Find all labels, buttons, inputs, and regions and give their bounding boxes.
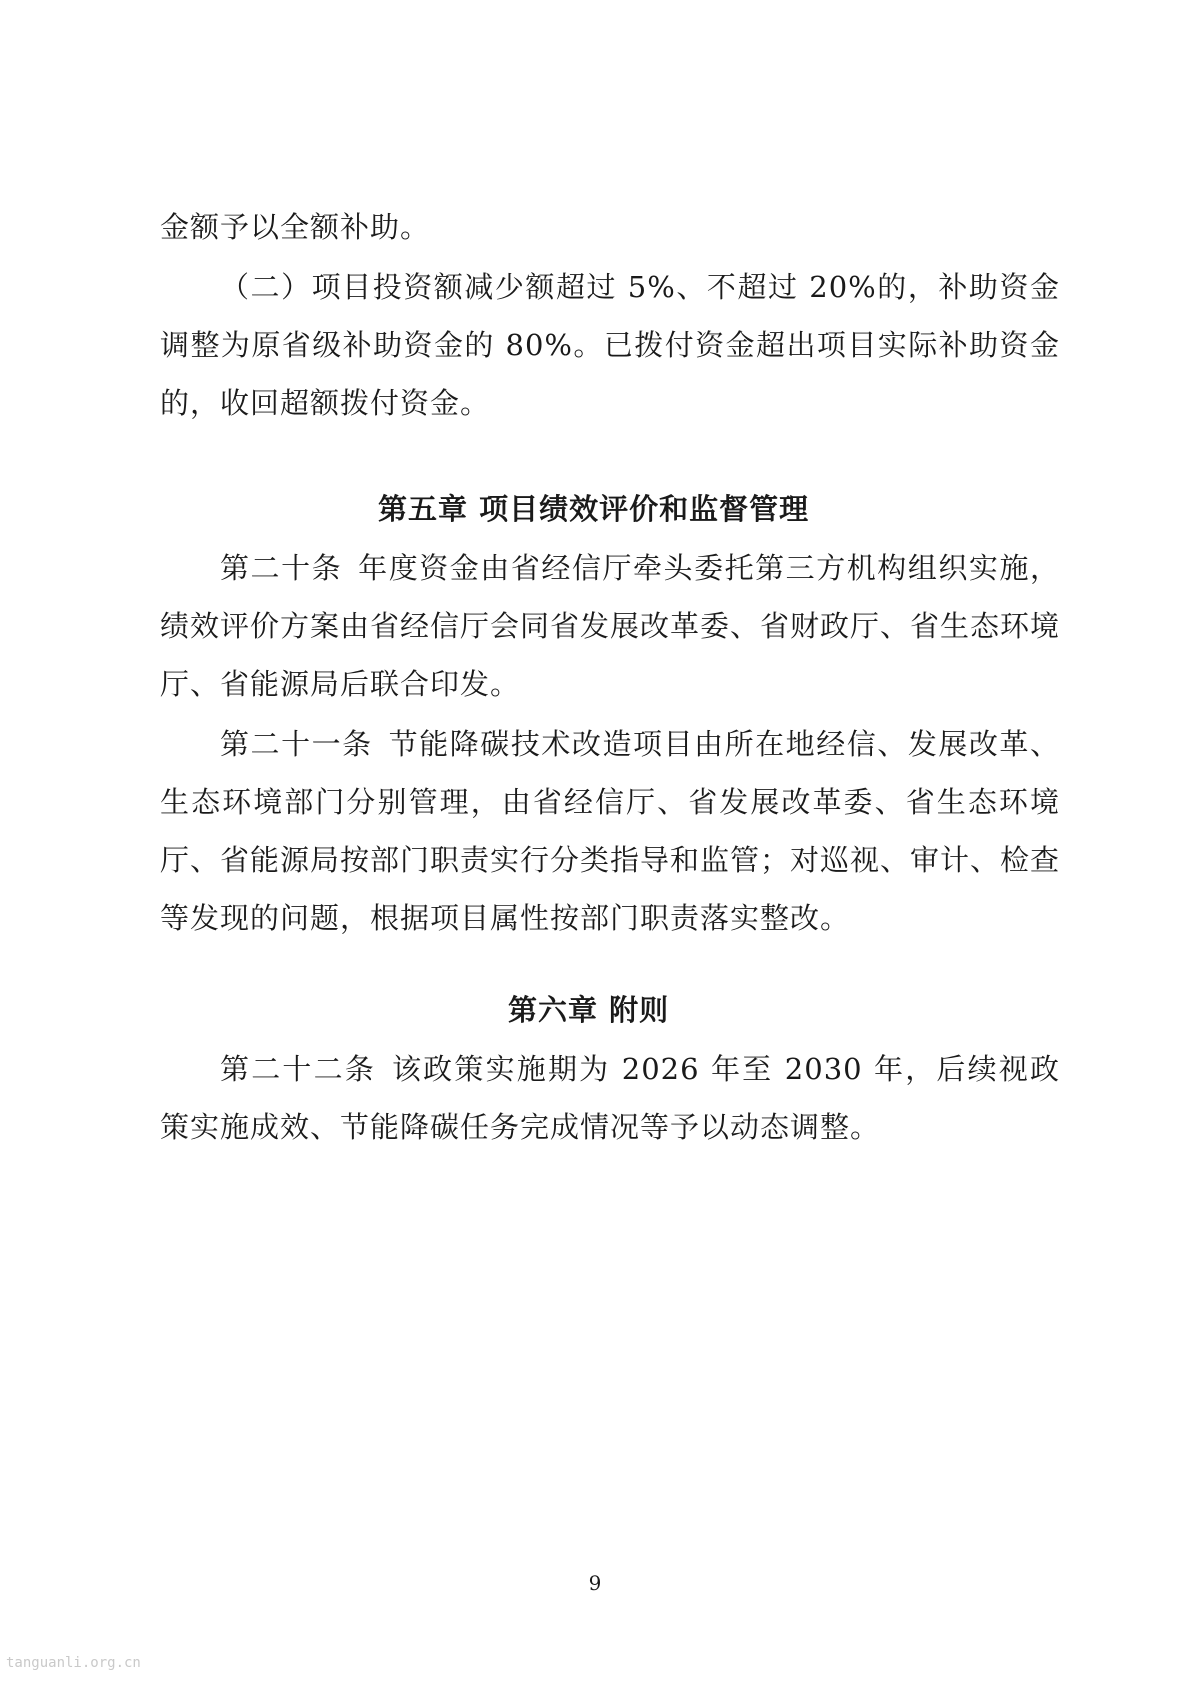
watermark-text: tanguanli.org.cn	[6, 1655, 141, 1671]
chapter-5-body	[160, 539, 1060, 947]
continuation-paragraph: 金额予以全额补助。	[160, 210, 431, 244]
article-21-label: 第二十一条	[220, 727, 373, 761]
article-20-text: 年度资金由省经信厅牵头委托第三方机构组织实施，绩效评价方案由省经信厅会同省发展改革委、省财政厅、省生态环境厅、省能源局后联合印发。	[160, 551, 1061, 701]
article-20-label: 第二十条	[220, 551, 343, 585]
chapter-6-body	[160, 1040, 1060, 1156]
article-22-text: 该政策实施期为 2026 年至 2030 年，后续视政策实施成效、节能降碳任务完成情况等予以动态调整。	[160, 1052, 1060, 1144]
article-21-text: 节能降碳技术改造项目由所在地经信、发展改革、生态环境部门分别管理，由省经信厅、省发展改革委、省生态环境厅、省能源局按部门职责实行分类指导和监管；对巡视、审计、检查等发现的问题，根据项目属性按部门职责落实整改。	[160, 727, 1061, 935]
article-22-paragraph	[160, 1040, 1060, 1156]
chapter-6-title: 第六章 附则	[508, 993, 670, 1027]
chapter-5-title: 第五章 项目绩效评价和监督管理	[378, 492, 810, 526]
page-number: 9	[588, 1571, 602, 1595]
top-paragraphs	[160, 198, 1060, 432]
article-22-label: 第二十二条	[220, 1052, 376, 1086]
article-21-paragraph	[160, 715, 1060, 947]
article-20-paragraph	[160, 539, 1060, 713]
clause-2-paragraph: （二）项目投资额减少额超过 5%、不超过 20%的，补助资金调整为原省级补助资金的 80%。已拨付资金超出项目实际补助资金的，收回超额拨付资金。	[160, 270, 1060, 420]
